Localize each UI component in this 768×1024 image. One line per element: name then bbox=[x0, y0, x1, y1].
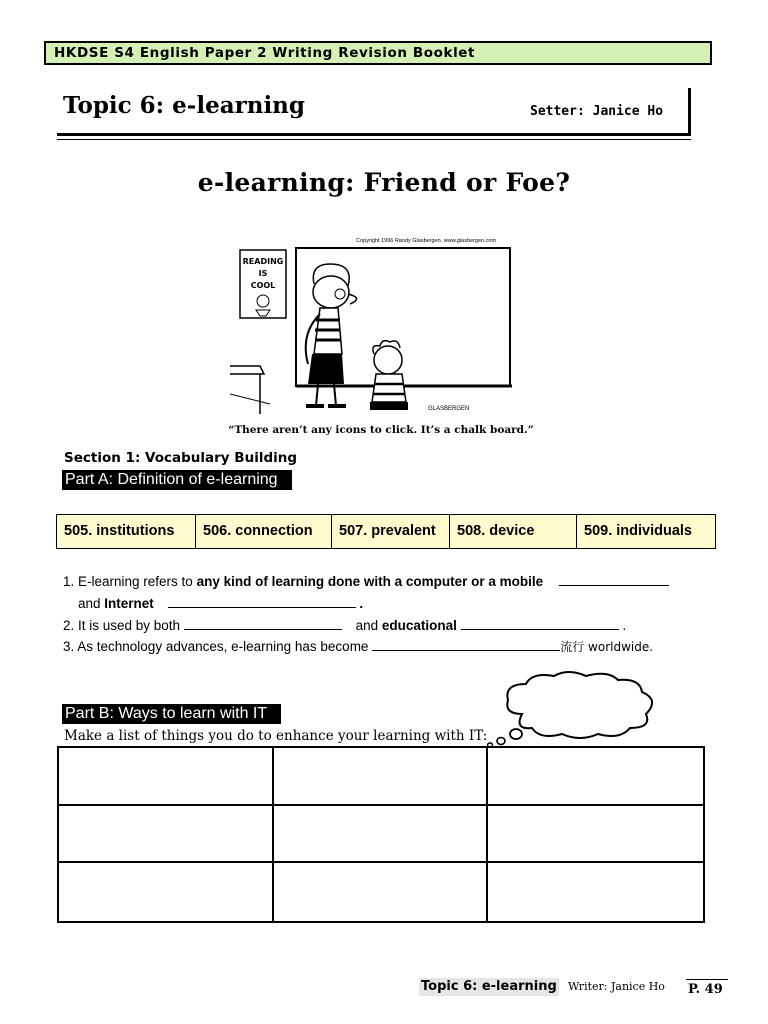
answer-blank[interactable] bbox=[461, 617, 619, 630]
question-1-line-2: and Internet . bbox=[78, 596, 364, 611]
section-1-title: Section 1: Vocabulary Building bbox=[64, 450, 298, 466]
page-number: P. 49 bbox=[688, 982, 723, 997]
answer-blank[interactable] bbox=[372, 638, 560, 651]
teacher-head bbox=[313, 276, 349, 308]
answer-cell[interactable] bbox=[274, 863, 489, 921]
answer-cell[interactable] bbox=[59, 806, 274, 864]
answer-blank[interactable] bbox=[168, 595, 356, 608]
poster-line-1: READING bbox=[242, 257, 284, 266]
poster-line-2: IS bbox=[258, 269, 268, 278]
answer-cell[interactable] bbox=[488, 748, 703, 806]
vocabulary-box bbox=[56, 514, 716, 549]
poster-line-3: COOL bbox=[250, 281, 276, 290]
student-head bbox=[374, 346, 402, 374]
answer-cell[interactable] bbox=[59, 748, 274, 806]
part-b-instruction: Make a list of things you do to enhance your learning with IT: bbox=[64, 728, 488, 744]
answer-cell[interactable] bbox=[59, 863, 274, 921]
setter-label: Setter: Janice Ho bbox=[530, 104, 664, 119]
header-rule-thin bbox=[57, 139, 691, 140]
thought-bubble-icon bbox=[482, 670, 668, 748]
footer-page-rule bbox=[686, 979, 728, 980]
footer-writer: Writer: Janice Ho bbox=[568, 980, 665, 993]
booklet-title-bar: HKDSE S4 English Paper 2 Writing Revision Booklet bbox=[44, 41, 712, 65]
answer-cell[interactable] bbox=[274, 748, 489, 806]
question-3: 3. As technology advances, e-learning has become 流行 worldwide. bbox=[63, 639, 654, 654]
cartoon-signature: GLASBERGEN bbox=[428, 406, 470, 412]
vocab-item: 507. prevalent bbox=[332, 515, 450, 548]
answer-blank[interactable] bbox=[184, 617, 342, 630]
header-frame-right bbox=[688, 88, 691, 136]
vocab-item: 509. individuals bbox=[584, 523, 692, 539]
question-1-line-1: 1. E-learning refers to any kind of learning done with a computer or a mobile bbox=[63, 573, 669, 591]
cartoon-copyright: Copyright 1996 Randy Glasbergen. www.glasbergen.com bbox=[356, 238, 497, 244]
cartoon-illustration bbox=[230, 234, 532, 418]
part-b-label: Part B: Ways to learn with IT bbox=[62, 704, 281, 724]
topic-title: Topic 6: e-learning bbox=[63, 92, 305, 119]
answer-blank[interactable] bbox=[559, 573, 669, 586]
answer-cell[interactable] bbox=[488, 863, 703, 921]
page-title: e-learning: Friend or Foe? bbox=[197, 168, 571, 197]
answer-grid bbox=[57, 746, 705, 923]
question-2: 2. It is used by both and educational . bbox=[63, 618, 627, 633]
footer-topic: Topic 6: e-learning bbox=[421, 979, 557, 994]
answer-cell[interactable] bbox=[488, 806, 703, 864]
vocab-item: 508. device bbox=[450, 515, 577, 548]
answer-cell[interactable] bbox=[274, 806, 489, 864]
vocab-item: 506. connection bbox=[196, 515, 332, 548]
part-a-label: Part A: Definition of e-learning bbox=[62, 470, 292, 490]
header-rule-thick bbox=[57, 133, 691, 136]
vocab-item: 505. institutions bbox=[57, 515, 196, 548]
cartoon-caption: “There aren’t any icons to click. It’s a chalk board.” bbox=[228, 424, 534, 436]
